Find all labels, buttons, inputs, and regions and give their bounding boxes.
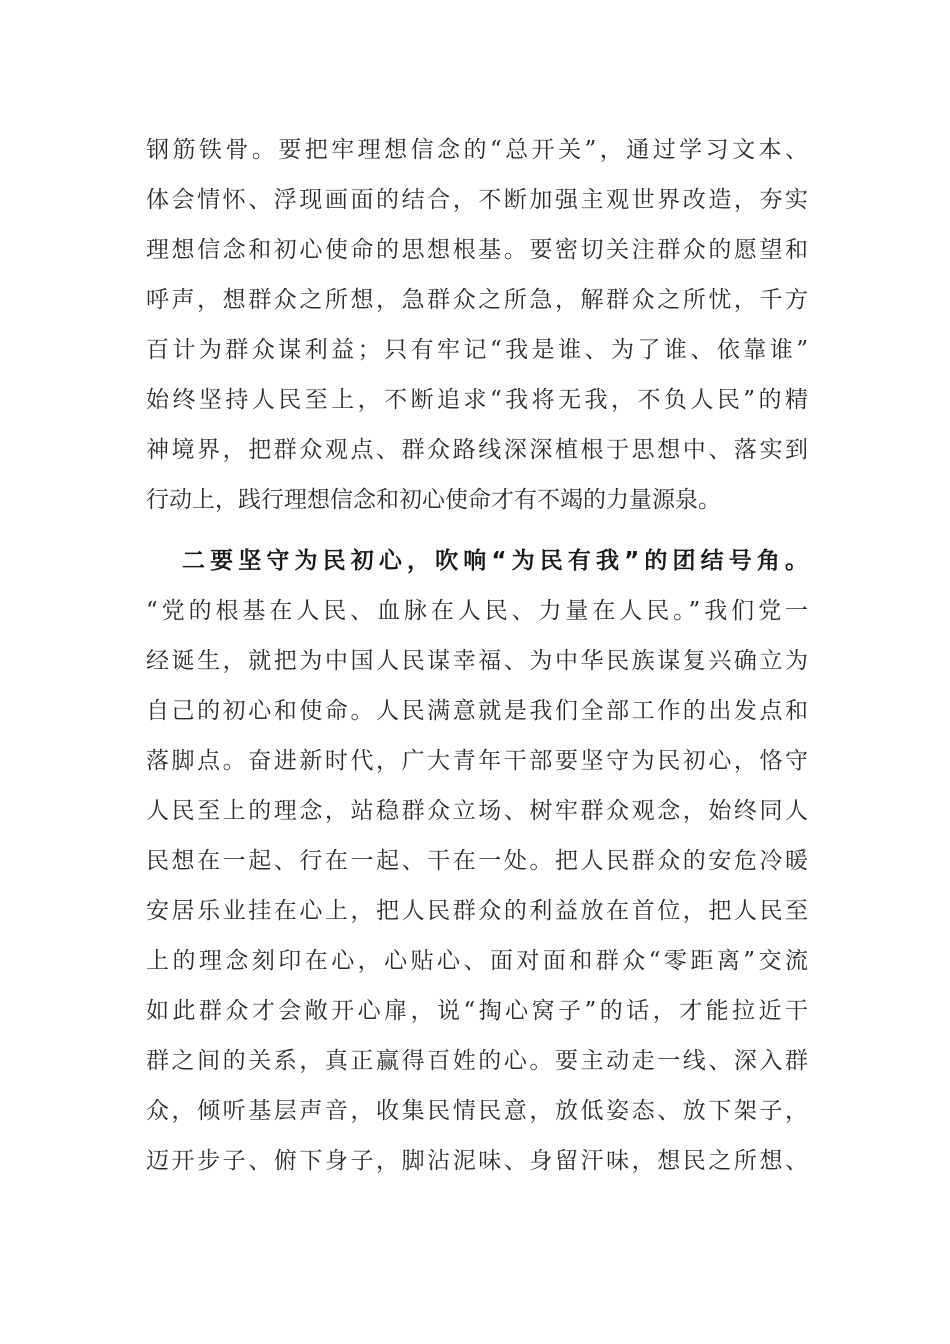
- section-heading: 二要坚守为民初心，吹响“为民有我”的团结号角。: [182, 548, 808, 574]
- paragraph-line: 安居乐业挂在心上，把人民群众的利益放在首位，把人民至: [146, 898, 808, 924]
- paragraph-line: 体会情怀、浮现画面的结合，不断加强主观世界改造，夯实: [146, 187, 808, 213]
- paragraph-line: 落脚点。奋进新时代，广大青年干部要坚守为民初心，恪守: [146, 748, 808, 774]
- paragraph-line: 神境界，把群众观点、群众路线深深植根于思想中、落实到: [146, 437, 808, 463]
- paragraph-line: 自己的初心和使命。人民满意就是我们全部工作的出发点和: [146, 698, 808, 724]
- paragraph-line: 钢筋铁骨。要把牢理想信念的“总开关”，通过学习文本、: [146, 137, 808, 163]
- paragraph-line: 呼声，想群众之所想，急群众之所急，解群众之所忧，千方: [146, 287, 808, 313]
- paragraph-line: 始终坚持人民至上，不断追求“我将无我，不负人民”的精: [146, 387, 808, 413]
- paragraph-line: 群之间的关系，真正赢得百姓的心。要主动走一线、深入群: [146, 1048, 808, 1074]
- paragraph-line: 众，倾听基层声音，收集民情民意，放低姿态、放下架子，: [146, 1098, 808, 1124]
- paragraph-line: 经诞生，就把为中国人民谋幸福、为中华民族谋复兴确立为: [146, 648, 808, 674]
- paragraph-line: 迈开步子、俯下身子，脚沾泥味、身留汗味，想民之所想、: [146, 1148, 808, 1174]
- paragraph-line: “党的根基在人民、血脉在人民、力量在人民。”我们党一: [146, 598, 808, 624]
- paragraph-line: 民想在一起、行在一起、干在一处。把人民群众的安危冷暖: [146, 848, 808, 874]
- paragraph-line: 理想信念和初心使命的思想根基。要密切关注群众的愿望和: [146, 237, 808, 263]
- paragraph-line: 上的理念刻印在心，心贴心、面对面和群众“零距离”交流: [146, 948, 808, 974]
- paragraph-line: 如此群众才会敞开心扉，说“掏心窝子”的话，才能拉近干: [146, 998, 808, 1024]
- paragraph-line: 百计为群众谋利益；只有牢记“我是谁、为了谁、依靠谁”: [146, 337, 808, 363]
- paragraph-line: 行动上，践行理想信念和初心使命才有不竭的力量源泉。: [146, 487, 721, 513]
- paragraph-line: 人民至上的理念，站稳群众立场、树牢群众观念，始终同人: [146, 798, 808, 824]
